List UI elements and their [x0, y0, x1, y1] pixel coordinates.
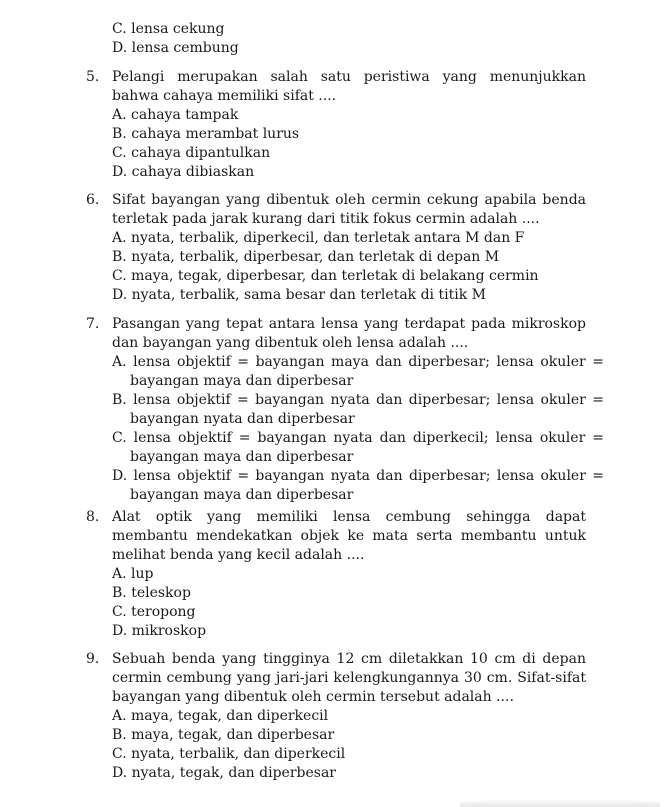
q7-option-a: A. lensa objektif = bayangan maya dan diperbesar; lensa okuler = bayangan maya dan diperbesar: [112, 354, 604, 389]
q5-text: Pelangi merupakan salah satu peristiwa yang menunjukkan bahwa cahaya memiliki sifat ....: [112, 69, 586, 104]
q9-option-b: B. maya, tegak, dan diperbesar: [112, 727, 335, 743]
q9-option-d: D. nyata, tegak, dan diperbesar: [112, 765, 336, 781]
q6-number: 6.: [86, 192, 100, 208]
page-curl-shadow: [460, 799, 660, 807]
q8-text: Alat optik yang memiliki lensa cembung sehingga dapat membantu mendekatkan objek ke mata serta membantu untuk melihat benda yang kecil adalah ....: [112, 509, 586, 563]
q5-option-d: D. cahaya dibiaskan: [112, 164, 255, 180]
q5-option-b: B. cahaya merambat lurus: [112, 126, 300, 142]
q9-option-a: A. maya, tegak, dan diperkecil: [112, 708, 329, 724]
q6-option-b: B. nyata, terbalik, diperbesar, dan terletak di depan M: [112, 249, 500, 265]
q7-option-c: C. lensa objektif = bayangan nyata dan diperkecil; lensa okuler = bayangan maya dan diperbesar: [112, 430, 604, 465]
q7-number: 7.: [86, 316, 100, 332]
q8-option-c: C. teropong: [112, 604, 196, 620]
q7-option-d: D. lensa objektif = bayangan nyata dan diperbesar; lensa okuler = bayangan maya dan diperbesar: [112, 468, 604, 503]
q6-option-a: A. nyata, terbalik, diperkecil, dan terletak antara M dan F: [112, 230, 525, 246]
q6-option-d: D. nyata, terbalik, sama besar dan terletak di titik M: [112, 287, 486, 303]
q8-number: 8.: [86, 509, 100, 525]
q6-option-c: C. maya, tegak, diperbesar, dan terletak di belakang cermin: [112, 268, 539, 284]
q5-number: 5.: [86, 69, 100, 85]
q7-option-b: B. lensa objektif = bayangan nyata dan diperbesar; lensa okuler = bayangan nyata dan diperbesar: [112, 392, 604, 427]
q8-option-a: A. lup: [112, 566, 154, 582]
q6-text: Sifat bayangan yang dibentuk oleh cermin cekung apabila benda terletak pada jarak kurang dari titik fokus cermin adalah ....: [112, 192, 586, 227]
q9-option-c: C. nyata, terbalik, dan diperkecil: [112, 746, 346, 762]
q9-number: 9.: [86, 651, 100, 667]
q5-option-c: C. cahaya dipantulkan: [112, 145, 271, 161]
q8-option-b: B. teleskop: [112, 585, 191, 601]
q7-text: Pasangan yang tepat antara lensa yang terdapat pada mikroskop dan bayangan yang dibentuk oleh lensa adalah ....: [112, 316, 586, 351]
q5-option-a: A. cahaya tampak: [112, 107, 239, 123]
q8-option-d: D. mikroskop: [112, 623, 207, 639]
q9-text: Sebuah benda yang tingginya 12 cm diletakkan 10 cm di depan cermin cembung yang jari-jari kelengkungannya 30 cm. Sifat-sifat bayangan yang dibentuk oleh cermin tersebut adalah ....: [112, 651, 586, 705]
prev-option-c: C. lensa cekung: [112, 21, 225, 37]
prev-option-d: D. lensa cembung: [112, 40, 239, 56]
